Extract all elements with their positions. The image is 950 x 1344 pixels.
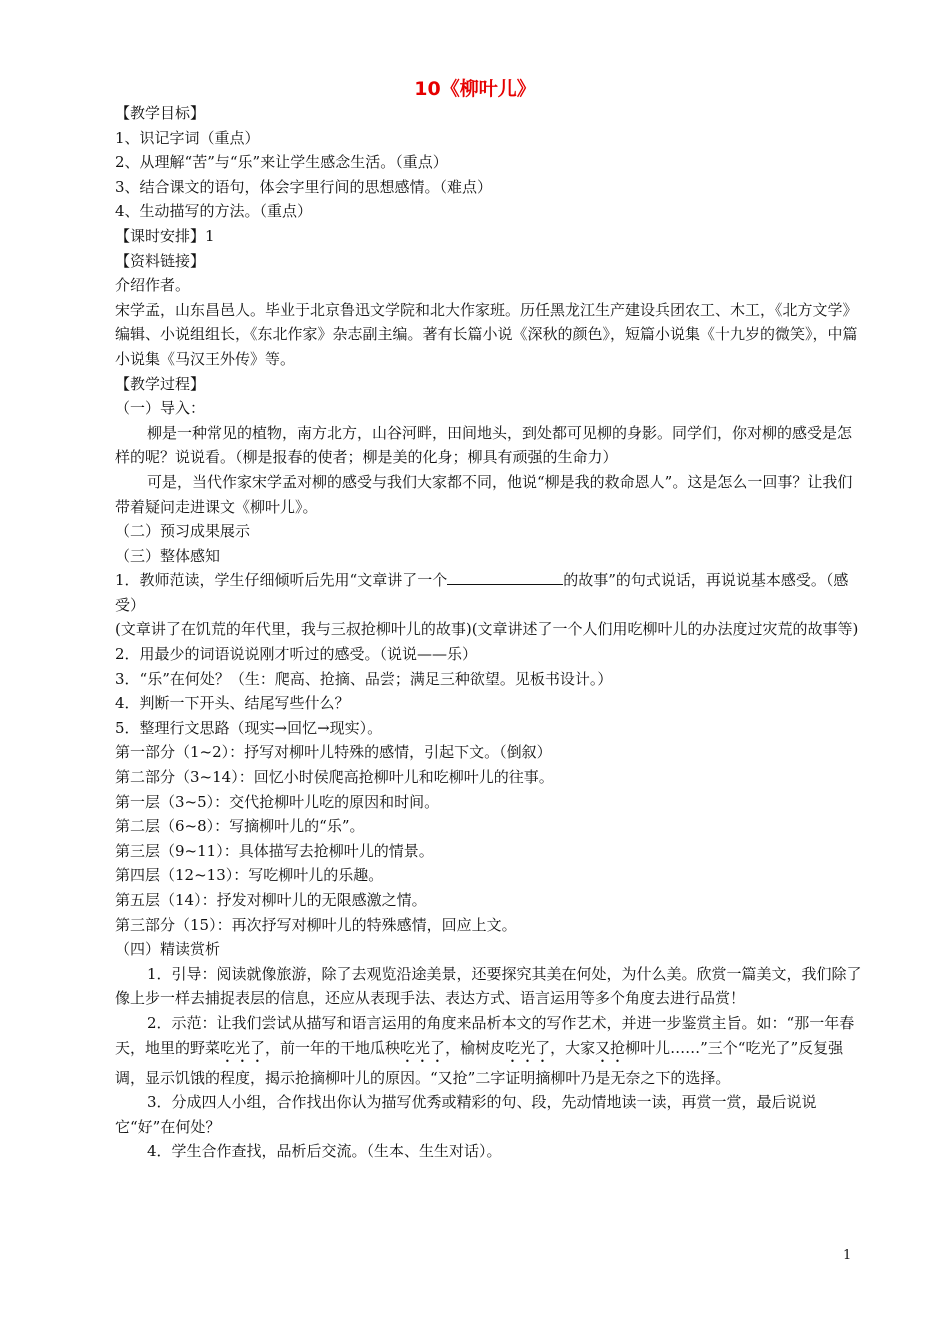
reading-step-2-text: ，大家 xyxy=(550,1038,596,1057)
outline-item: 第一层（3~5）：交代抢柳叶儿吃的原因和时间。 xyxy=(115,792,440,811)
question-2: 2．用最少的词语说说刚才听过的感受。（说说——乐） xyxy=(115,645,478,664)
page-title: 10《柳叶儿》 xyxy=(414,78,536,100)
reading-step-2-text: 2．示范：让我们尝试从描写和语言运用的角度来品析本文的写作艺术，并进一步鉴赏主旨。如：“那一年春天，地里的野菜 xyxy=(115,1013,855,1057)
question-1-part-a: 1．教师范读，学生仔细倾听后先用“文章讲了一个 xyxy=(115,571,448,590)
question-1-answer: (文章讲了在饥荒的年代里，我与三叔抢柳叶儿的故事)(文章讲述了一个人们用吃柳叶儿的办法度过灾荒的故事等) xyxy=(115,620,859,639)
question-5: 5．整理行文思路（现实→回忆→现实）。 xyxy=(115,718,383,737)
outline-item: 第五层（14）：抒发对柳叶儿的无限感激之情。 xyxy=(115,891,427,909)
process-heading: 【教学过程】 xyxy=(115,374,206,393)
page-number: 1 xyxy=(843,1248,852,1263)
reading-step-3: 3．分成四人小组，合作找出你认为描写优秀或精彩的句、段，先动情地读一读，再赏一赏，最后说说它“好”在何处？ xyxy=(115,1093,817,1136)
goal-item: 1、识记字词（重点） xyxy=(115,128,260,147)
author-bio: 宋学孟，山东昌邑人。毕业于北京鲁迅文学院和北大作家班。历任黑龙江生产建设兵团农工、木工，《北方文学》编辑、小说组组长，《东北作家》杂志副主编。著有长篇小说《深秋的颜色》，短篇小说集《十九岁的微笑》，中篇小说集《马汉王外传》等。 xyxy=(115,300,858,368)
outline-item: 第三部分（15）：再次抒写对柳叶儿的特殊感情，回应上文。 xyxy=(115,915,517,934)
emphasis-text: 吃光了 xyxy=(220,1038,266,1057)
resources-heading: 【资料链接】 xyxy=(115,251,206,270)
preview-heading: （二）预习成果展示 xyxy=(115,522,251,541)
question-4: 4．判断一下开头、结尾写些什么？ xyxy=(115,694,350,713)
intro-paragraph: 可是，当代作家宋学孟对柳的感受与我们大家都不同，他说“柳是我的救命恩人”。这是怎么一回事？让我们带着疑问走进课文《柳叶儿》。 xyxy=(115,472,853,516)
goals-heading: 【教学目标】 xyxy=(115,104,206,122)
intro-heading: （一）导入： xyxy=(115,399,206,418)
document-body xyxy=(115,101,865,1164)
emphasis-text: 吃光了 xyxy=(505,1038,551,1057)
goal-item: 2、从理解“苦”与“乐”来让学生感念生活。（重点） xyxy=(115,153,448,172)
schedule-heading: 【课时安排】1 xyxy=(115,226,215,245)
outline-item: 第一部分（1~2）：抒写对柳叶儿特殊的感情，引起下文。（倒叙） xyxy=(115,743,552,762)
outline-item: 第三层（9~11）：具体描写去抢柳叶儿的情景。 xyxy=(115,841,434,860)
resources-intro: 介绍作者。 xyxy=(115,276,191,295)
outline-item: 第二部分（3~14）：回忆小时侯爬高抢柳叶儿和吃柳叶儿的往事。 xyxy=(115,768,554,787)
outline-item: 第四层（12~13）：写吃柳叶儿的乐趣。 xyxy=(115,866,384,885)
read-heading: （四）精读赏析 xyxy=(115,940,221,959)
reading-step-2-text: ，前一年的干地瓜秧 xyxy=(265,1038,401,1057)
reading-step-4: 4．学生合作查找，品析后交流。（生本、生生对话）。 xyxy=(147,1142,502,1161)
reading-step-2-text: 柳叶儿……”三个“吃光了”反复强调，显示饥饿的程度，揭示抢摘柳叶儿的原因。“又抢”二字证明摘柳叶乃是无奈之下的选择。 xyxy=(115,1038,844,1087)
goal-item: 4、生动描写的方法。（重点） xyxy=(115,202,313,221)
reading-step-2 xyxy=(115,1011,865,1090)
overall-heading: （三）整体感知 xyxy=(115,546,221,565)
question-1-part-b: 的故事”的句式说话，再说说基本感受。（感受） xyxy=(115,571,849,614)
question-1 xyxy=(115,568,865,617)
emphasis-text: 又抢 xyxy=(595,1038,626,1057)
reading-step-1: 1．引导：阅读就像旅游，除了去观览沿途美景，还要探究其美在何处，为什么美。欣赏一篇美文，我们除了像上步一样去捕捉表层的信息，还应从表现手法、表达方式、语言运用等多个角度去进行品赏！ xyxy=(115,964,862,1008)
emphasis-text: 吃光了 xyxy=(400,1038,446,1057)
reading-step-2-text: ，榆树皮 xyxy=(445,1038,506,1057)
intro-paragraph: 柳是一种常见的植物，南方北方，山谷河畔，田间地头，到处都可见柳的身影。同学们，你对柳的感受是怎样的呢？说说看。（柳是报春的使者；柳是美的化身；柳具有顽强的生命力） xyxy=(115,423,853,467)
outline-item: 第二层（6~8）：写摘柳叶儿的“乐”。 xyxy=(115,817,365,836)
fill-in-blank xyxy=(447,568,563,585)
question-3: 3．“乐”在何处？（生：爬高、抢摘、品尝；满足三种欲望。见板书设计。） xyxy=(115,669,613,688)
goal-item: 3、结合课文的语句，体会字里行间的思想感情。（难点） xyxy=(115,177,493,196)
